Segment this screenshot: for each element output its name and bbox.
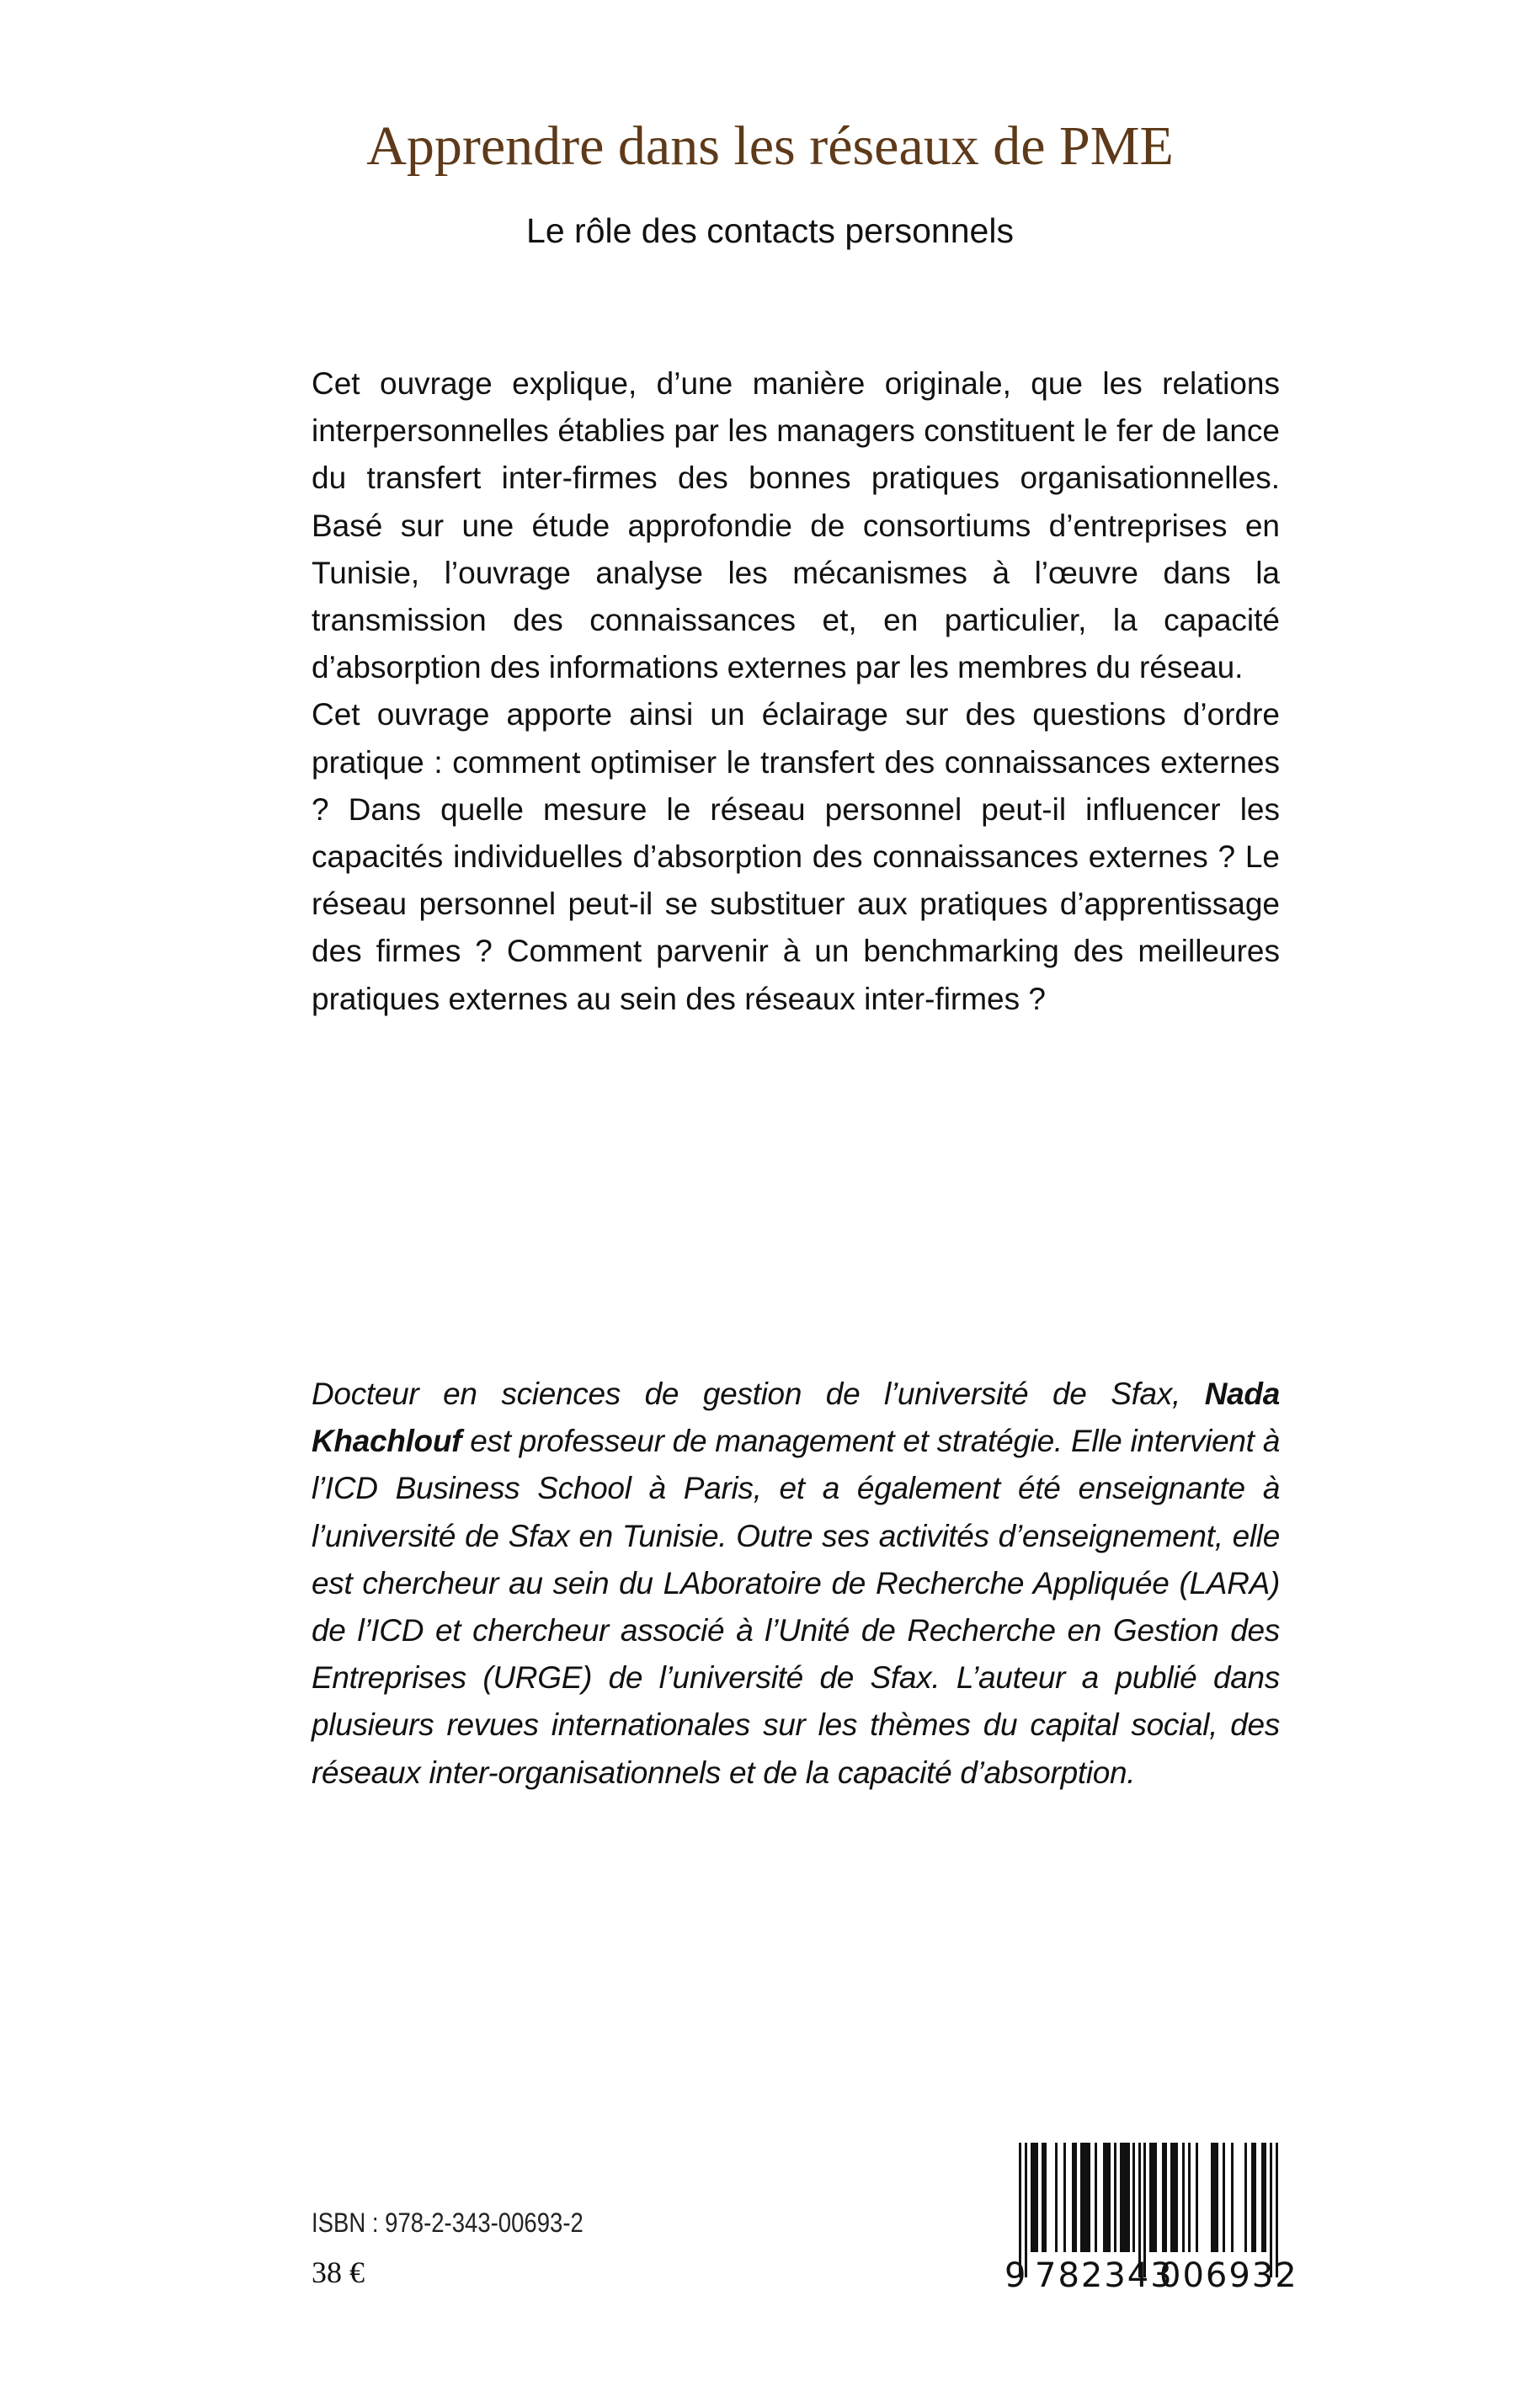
- book-title: Apprendre dans les réseaux de PME: [366, 115, 1174, 177]
- barcode-first-digit: 9: [1004, 2256, 1028, 2295]
- book-description: [312, 360, 1280, 1023]
- description-paragraph-2: Cet ouvrage apporte ainsi un éclairage sur des questions d’ordre pratique : comment optimiser le transfert des connaissances externes ? Dans quelle mesure le réseau personnel peut-il influencer les capacités individuelles d’absorption des connaissances externes ? Le réseau personnel peut-il se substituer aux pratiques d’apprentissage des firmes ? Comment parvenir à un benchmarking des meilleures pratiques externes au sein des réseaux inter-firmes ?: [312, 697, 1280, 1016]
- isbn-label: ISBN : 978-2-343-00693-2: [312, 2208, 583, 2238]
- author-bio-paragraph: [312, 1371, 1280, 1797]
- author-name: Nada Khachlouf: [312, 1377, 1280, 1459]
- book-subtitle: Le rôle des contacts personnels: [526, 211, 1014, 250]
- barcode-number: [998, 2256, 1298, 2298]
- author-bio: [312, 1371, 1280, 1797]
- author-bio-intro: Docteur en sciences de gestion de l’université de Sfax,: [312, 1377, 1205, 1411]
- barcode-right-group: 006932: [1159, 2256, 1298, 2295]
- author-bio-body: est professeur de management et stratégie. Elle intervient à l’ICD Business School à Paris, et a également été enseignante à l’université de Sfax en Tunisie. Outre ses activités d’enseignement, elle est chercheur au sein du LAboratoire de Recherche Appliquée (LARA) de l’ICD et chercheur associé à l’Unité de Recherche en Gestion des Entreprises (URGE) de l’université de Sfax. L’auteur a publié dans plusieurs revues internationales sur les thèmes du capital social, des réseaux inter-organisationnels et de la capacité d’absorption.: [312, 1424, 1280, 1790]
- barcode-left-group: 782343: [1035, 2256, 1174, 2295]
- price-label: 38 €: [312, 2256, 365, 2289]
- description-paragraph-1: Cet ouvrage explique, d’une manière originale, que les relations interpersonnelles établies par les managers constituent le fer de lance du transfert inter-firmes des bonnes pratiques organisationnelles. Basé sur une étude approfondie de consortiums d’entreprises en Tunisie, l’ouvrage analyse les mécanismes à l’œuvre dans la transmission des connaissances et, en particulier, la capacité d’absorption des informations externes par les membres du réseau.: [312, 366, 1280, 685]
